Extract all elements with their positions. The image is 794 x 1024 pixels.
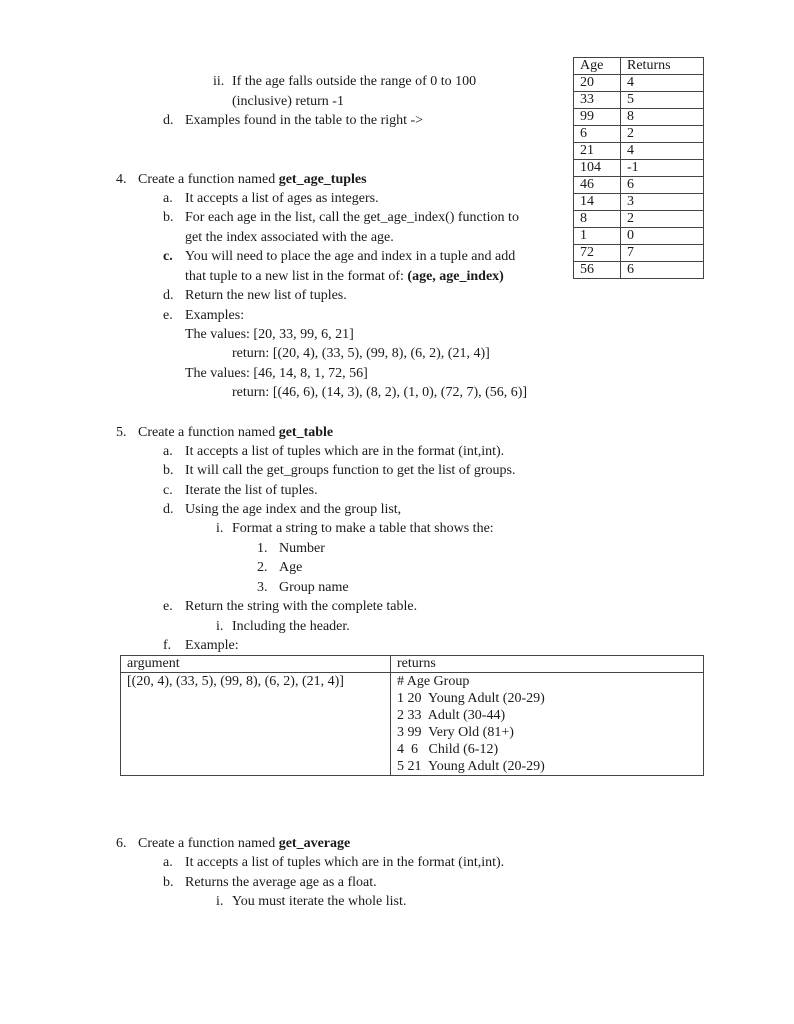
example-return: return: [(20, 4), (33, 5), (99, 8), (6, 2), (21, 4)] <box>232 346 490 361</box>
list-letter: e. <box>163 599 173 614</box>
list-item-text: You will need to place the age and index in a tuple and add <box>185 249 516 264</box>
list-letter: c. <box>163 483 173 498</box>
returns-cell: 3 <box>621 194 704 211</box>
list-item-text: Using the age index and the group list, <box>185 502 402 517</box>
column-header-age: Age <box>574 58 621 75</box>
list-letter: b. <box>163 463 174 478</box>
example-return: return: [(46, 6), (14, 3), (8, 2), (1, 0), (72, 7), (56, 6)] <box>232 385 528 400</box>
list-number: i. <box>216 619 224 634</box>
returns-line: 1 20 Young Adult (20-29) <box>397 691 545 706</box>
age-cell: 33 <box>574 92 621 109</box>
list-letter: a. <box>163 444 173 459</box>
list-item-text: If the age falls outside the range of 0 to 100 <box>232 74 477 89</box>
section-title <box>138 834 350 853</box>
table-row <box>574 245 704 262</box>
table-row <box>574 160 704 177</box>
section-title-prefix: Create a function named <box>138 836 279 851</box>
returns-cell: 4 <box>621 143 704 160</box>
list-number: 3. <box>257 580 268 595</box>
section-title-prefix: Create a function named <box>138 172 279 187</box>
section-title <box>138 423 333 442</box>
list-item-text: It accepts a list of ages as integers. <box>185 191 379 206</box>
section-number: 4. <box>116 172 127 187</box>
list-item-text: You must iterate the whole list. <box>232 894 407 909</box>
returns-cell: 6 <box>621 177 704 194</box>
returns-cell: 2 <box>621 126 704 143</box>
list-letter: a. <box>163 855 173 870</box>
function-name: get_table <box>278 425 334 440</box>
returns-cell: 5 <box>621 92 704 109</box>
returns-cell: 7 <box>621 245 704 262</box>
table-row <box>574 109 704 126</box>
list-letter: a. <box>163 191 173 206</box>
table-row <box>574 126 704 143</box>
list-letter: d. <box>163 113 174 128</box>
argument-cell <box>121 673 391 776</box>
returns-line: 3 99 Very Old (81+) <box>397 725 514 740</box>
age-cell: 8 <box>574 211 621 228</box>
list-number: 1. <box>257 541 268 556</box>
returns-line: 4 6 Child (6-12) <box>397 742 499 757</box>
list-item-text: It will call the get_groups function to get the list of groups. <box>185 463 516 478</box>
age-cell: 99 <box>574 109 621 126</box>
age-cell: 20 <box>574 75 621 92</box>
function-name: get_average <box>278 836 351 851</box>
list-item-text: Return the string with the complete table. <box>185 599 418 614</box>
returns-cell: 6 <box>621 262 704 279</box>
column-header-argument: argument <box>121 656 391 673</box>
list-item-text: For each age in the list, call the get_age_index() function to <box>185 210 519 225</box>
column-header-returns: Returns <box>621 58 704 75</box>
list-item-text <box>185 267 504 286</box>
section-number: 5. <box>116 425 127 440</box>
table-header-row <box>574 58 704 75</box>
function-name: get_age_tuples <box>278 172 367 187</box>
table-row <box>574 92 704 109</box>
list-item-text: Age <box>279 560 303 575</box>
section-title-prefix: Create a function named <box>138 425 279 440</box>
example-values: The values: [46, 14, 8, 1, 72, 56] <box>185 366 368 381</box>
list-number: 2. <box>257 560 268 575</box>
returns-cell: -1 <box>621 160 704 177</box>
table-row <box>574 228 704 245</box>
section-number: 6. <box>116 836 127 851</box>
table-row <box>574 177 704 194</box>
list-item-text: Returns the average age as a float. <box>185 875 377 890</box>
list-letter: f. <box>163 638 172 653</box>
returns-cell: 8 <box>621 109 704 126</box>
list-item-text: Examples: <box>185 308 245 323</box>
list-number: i. <box>216 894 224 909</box>
age-cell: 14 <box>574 194 621 211</box>
list-letter: d. <box>163 288 174 303</box>
argument-value: [(20, 4), (33, 5), (99, 8), (6, 2), (21, 4)] <box>127 674 344 689</box>
list-item-text: It accepts a list of tuples which are in the format (int,int). <box>185 855 505 870</box>
section-title <box>138 170 367 189</box>
age-cell: 56 <box>574 262 621 279</box>
column-header-returns: returns <box>391 656 704 673</box>
returns-line: # Age Group <box>397 674 470 689</box>
list-letter: d. <box>163 502 174 517</box>
list-letter: b. <box>163 875 174 890</box>
returns-cell: 0 <box>621 228 704 245</box>
list-item-text: Example: <box>185 638 239 653</box>
list-item-text: Number <box>279 541 325 556</box>
age-cell: 1 <box>574 228 621 245</box>
list-letter: c. <box>163 249 173 264</box>
list-item-text: Iterate the list of tuples. <box>185 483 318 498</box>
table-row <box>574 143 704 160</box>
list-letter: b. <box>163 210 174 225</box>
returns-cell: 2 <box>621 211 704 228</box>
list-item-text: Including the header. <box>232 619 350 634</box>
age-cell: 72 <box>574 245 621 262</box>
list-letter: e. <box>163 308 173 323</box>
age-cell: 46 <box>574 177 621 194</box>
list-item-text: (inclusive) return -1 <box>232 94 344 109</box>
list-item-text: get the index associated with the age. <box>185 230 394 245</box>
list-item-text: It accepts a list of tuples which are in the format (int,int). <box>185 444 505 459</box>
table-row <box>574 194 704 211</box>
tuple-format: (age, age_index) <box>407 269 504 284</box>
list-item-text: Examples found in the table to the right -> <box>185 113 424 128</box>
list-number: i. <box>216 521 224 536</box>
list-number: ii. <box>213 74 225 89</box>
example-values: The values: [20, 33, 99, 6, 21] <box>185 327 354 342</box>
returns-cell <box>391 673 704 776</box>
age-cell: 104 <box>574 160 621 177</box>
age-cell: 21 <box>574 143 621 160</box>
table-row <box>574 75 704 92</box>
list-item-text: Format a string to make a table that shows the: <box>232 521 494 536</box>
returns-line: 2 33 Adult (30-44) <box>397 708 506 723</box>
returns-cell: 4 <box>621 75 704 92</box>
table-row <box>574 262 704 279</box>
list-item-text: Group name <box>279 580 349 595</box>
list-item-text: Return the new list of tuples. <box>185 288 347 303</box>
age-returns-table <box>573 57 704 279</box>
list-item-text-part: that tuple to a new list in the format of: <box>185 269 408 284</box>
example-table <box>120 655 704 776</box>
returns-line: 5 21 Young Adult (20-29) <box>397 759 545 774</box>
table-row <box>574 211 704 228</box>
age-cell: 6 <box>574 126 621 143</box>
